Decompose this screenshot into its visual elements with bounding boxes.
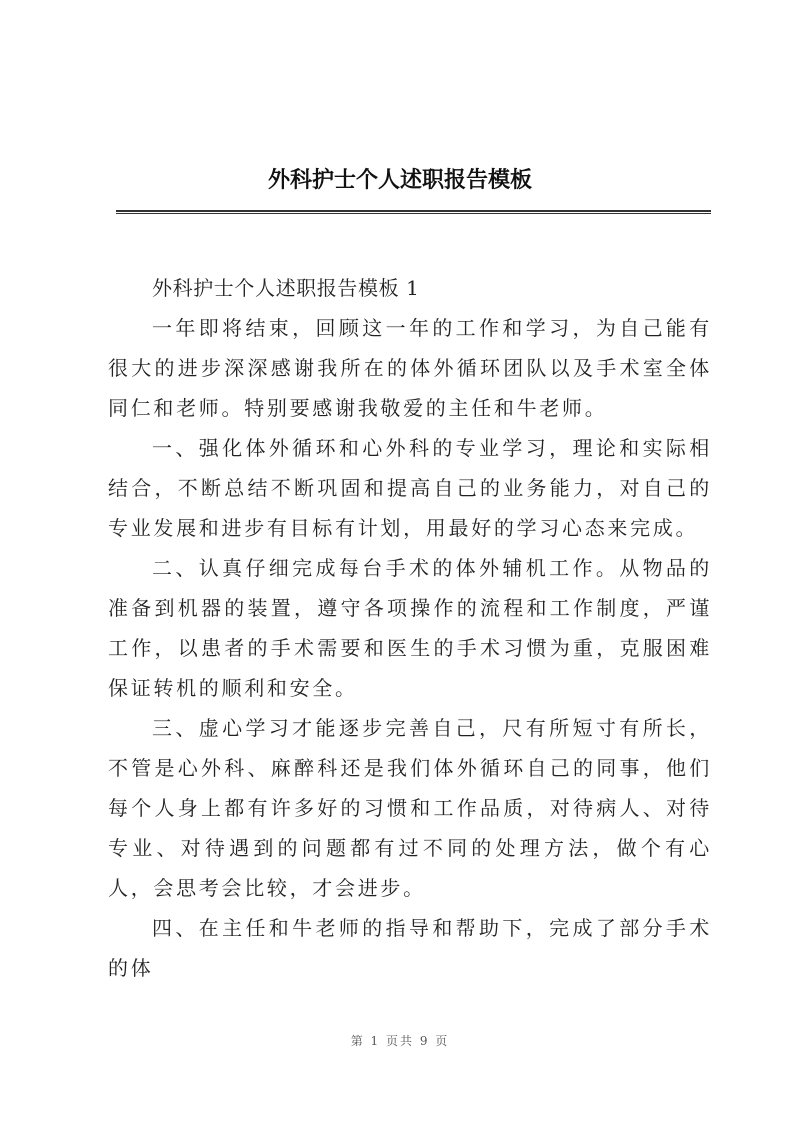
page-number-footer: 第 1 页共 9 页 bbox=[350, 1034, 450, 1048]
document-body bbox=[108, 268, 712, 988]
paragraph-point-3: 三、虚心学习才能逐步完善自己，尺有所短寸有所长，不管是心外科、麻醉科还是我们体外循环自己的同事，他们每个人身上都有许多好的习惯和工作品质，对待病人、对待专业、对待遇到的问题都有过不同的处理方法，做个有心人，会思考会比较，才会进步。 bbox=[108, 716, 712, 900]
paragraph-point-2: 二、认真仔细完成每台手术的体外辅机工作。从物品的准备到机器的装置，遵守各项操作的流程和工作制度，严谨工作，以患者的手术需要和医生的手术习惯为重，克服困难保证转机的顺利和安全。 bbox=[108, 556, 712, 700]
paragraph-point-4: 四、在主任和牛老师的指导和帮助下，完成了部分手术的体 bbox=[108, 916, 712, 980]
title-divider bbox=[116, 210, 711, 214]
document-title: 外科护士个人述职报告模板 bbox=[267, 167, 532, 193]
paragraph-intro: 一年即将结束，回顾这一年的工作和学习，为自己能有很大的进步深深感谢我所在的体外循环团队以及手术室全体同仁和老师。特别要感谢我敬爱的主任和牛老师。 bbox=[108, 316, 712, 420]
section-heading: 外科护士个人述职报告模板 1 bbox=[152, 276, 420, 300]
paragraph-point-1: 一、强化体外循环和心外科的专业学习，理论和实际相结合，不断总结不断巩固和提高自己的业务能力，对自己的专业发展和进步有目标有计划，用最好的学习心态来完成。 bbox=[108, 436, 712, 540]
